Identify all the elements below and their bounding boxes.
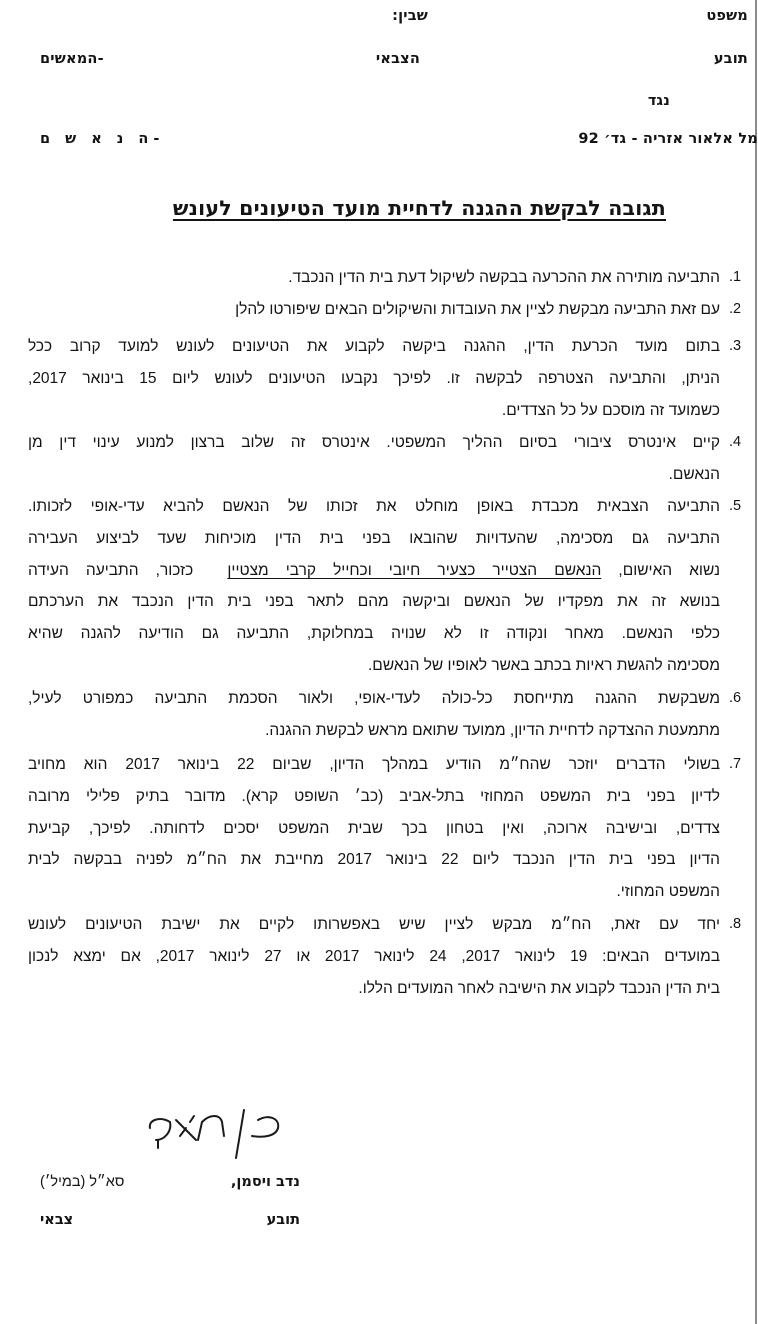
paragraph-line: התביעה גם מסכימה, שהעדויות שהובאו בפני בית הדין מוכיחות שעד לביצוע העבירה <box>28 529 720 547</box>
paragraph-line: הדיון בפני בית הדין הנכבד ליום 22 בינואר 2017 מחייבת את הח״מ לפניה בבקשה לבית <box>28 851 720 869</box>
underlined-phrase: הנאשם הצטייר כצעיר חיובי וכחייל קרבי מצטיין <box>227 561 602 579</box>
signer-name: נדב ויסמן, <box>230 1174 300 1190</box>
paragraph-number: 5. <box>728 498 742 514</box>
signer-rank: סא״ל (במיל׳) <box>40 1174 125 1190</box>
paragraph-line: במועדים הבאים: 19 לינואר 2017, 24 לינואר 2017 או 27 לינואר 2017, אם ימצא לנכון <box>28 947 721 965</box>
page-edge-border <box>755 0 757 1324</box>
paragraph-number: 7. <box>728 756 742 772</box>
paragraph-line <box>28 555 720 587</box>
paragraph-number: 6. <box>728 690 742 706</box>
defendant-role: -ה נ א ש ם <box>40 131 165 147</box>
paragraph-line: בתום מועד הכרעת הדין, ההגנה ביקשה לקבוע את הטיעונים לעונש למועד קרוב ככל <box>28 338 720 355</box>
paragraph-line: הנאשם. <box>668 465 720 483</box>
paragraph-line: קיים אינטרס ציבורי בסיום ההליך המשפטי. אינטרס זה שלוב ברצון למנוע עינוי דין מן <box>28 434 720 451</box>
paragraph-line: מסכימה להגשת ראיות בכתב באשר לאופיו של הנאשם. <box>368 656 720 674</box>
handwritten-signature <box>140 1100 290 1160</box>
versus-label: נגד <box>647 93 670 109</box>
paragraph-line: בית הדין הנכבד לקבוע את הישיבה לאחר המועדים הללו. <box>358 979 720 997</box>
defendant-name: מל אלאור אזריה - גד׳ 92 <box>578 131 758 147</box>
signer-role-military: צבאי <box>40 1212 74 1228</box>
plaintiff-name: הצבאי <box>375 51 420 67</box>
paragraph-line: עם זאת התביעה מבקשת לציין את העובדות והשיקולים הבאים שיפורטו להלן <box>235 301 720 318</box>
plaintiff-role: -המאשים <box>40 51 104 67</box>
paragraph-line: בנושא זה את מפקדיו של הנאשם וביקשה מהם לתאר בפני בית הדין הנכבד את הערכתם <box>28 593 720 611</box>
paragraph-number: 1. <box>728 269 742 285</box>
paragraph-line: התביעה מותירה את ההכרעה בבקשה לשיקול דעת בית הדין הנכבד. <box>288 269 720 286</box>
paragraph-line: התביעה הצבאית מכבדת באופן מוחלט את זכותו של הנאשם להביא עדי-אופי לזכותו. <box>28 498 720 515</box>
between-label: שבין: <box>392 8 428 24</box>
paragraph-line: בשולי הדברים יוזכר שהח״מ הודיע במהלך הדיון, שביום 22 בינואר 2017 הוא מחויב <box>28 756 721 773</box>
paragraph-line: צדדים, ובישיבה ארוכה, ואין בטחון בכך שבית המשפט יסכים לדחותה. לפיכך, קביעת <box>28 819 720 837</box>
line-suffix: כזכור, התביעה העידה <box>28 561 194 579</box>
paragraph-line: כלפי הנאשם. מאחר ונקודה זו לא שנויה במחלוקת, התביעה גם הודיעה להגנה שהיא <box>28 625 720 643</box>
plaintiff-label: תובע <box>713 51 748 67</box>
paragraph-number: 2. <box>728 301 742 317</box>
signer-role-prosecutor: תובע <box>266 1212 300 1228</box>
paragraph-line: הניתן, והתביעה הצטרפה לבקשה זו. לפיכך נקבעו הטיעונים לעונש ליום 15 בינואר 2017, <box>28 369 720 387</box>
paragraph-line: המשפט המחוזי. <box>616 883 720 901</box>
paragraph-number: 4. <box>728 434 742 450</box>
line-prefix: נשוא האישום, <box>601 561 720 579</box>
paragraph-line: לדיון בפני בית המשפט המחוזי בתל-אביב (כב׳ השופט קרא). מדובר בתיק פלילי מרובה <box>28 787 720 805</box>
paragraph-line: מתמעטת ההצדקה לדחיית הדיון, ממועד שתואם מראש לבקשת ההגנה. <box>265 721 720 739</box>
paragraph-line: משבקשת ההגנה מתייחסת כל-כולה לעדי-אופי, ולאור הסכמת התביעה כמפורט לעיל, <box>28 690 720 707</box>
paragraph-line: כשמועד זה מוסכם על כל הצדדים. <box>501 401 720 419</box>
paragraph-number: 8. <box>728 916 742 932</box>
paragraph-number: 3. <box>728 338 742 354</box>
paragraph-line: יחד עם זאת, הח״מ מבקש לציין שיש באפשרותו לקיים את ישיבת הטיעונים לעונש <box>28 916 720 933</box>
document-title: תגובה לבקשת ההגנה לדחיית מועד הטיעונים לעונש <box>172 196 666 220</box>
court-label: משפט <box>706 8 748 24</box>
